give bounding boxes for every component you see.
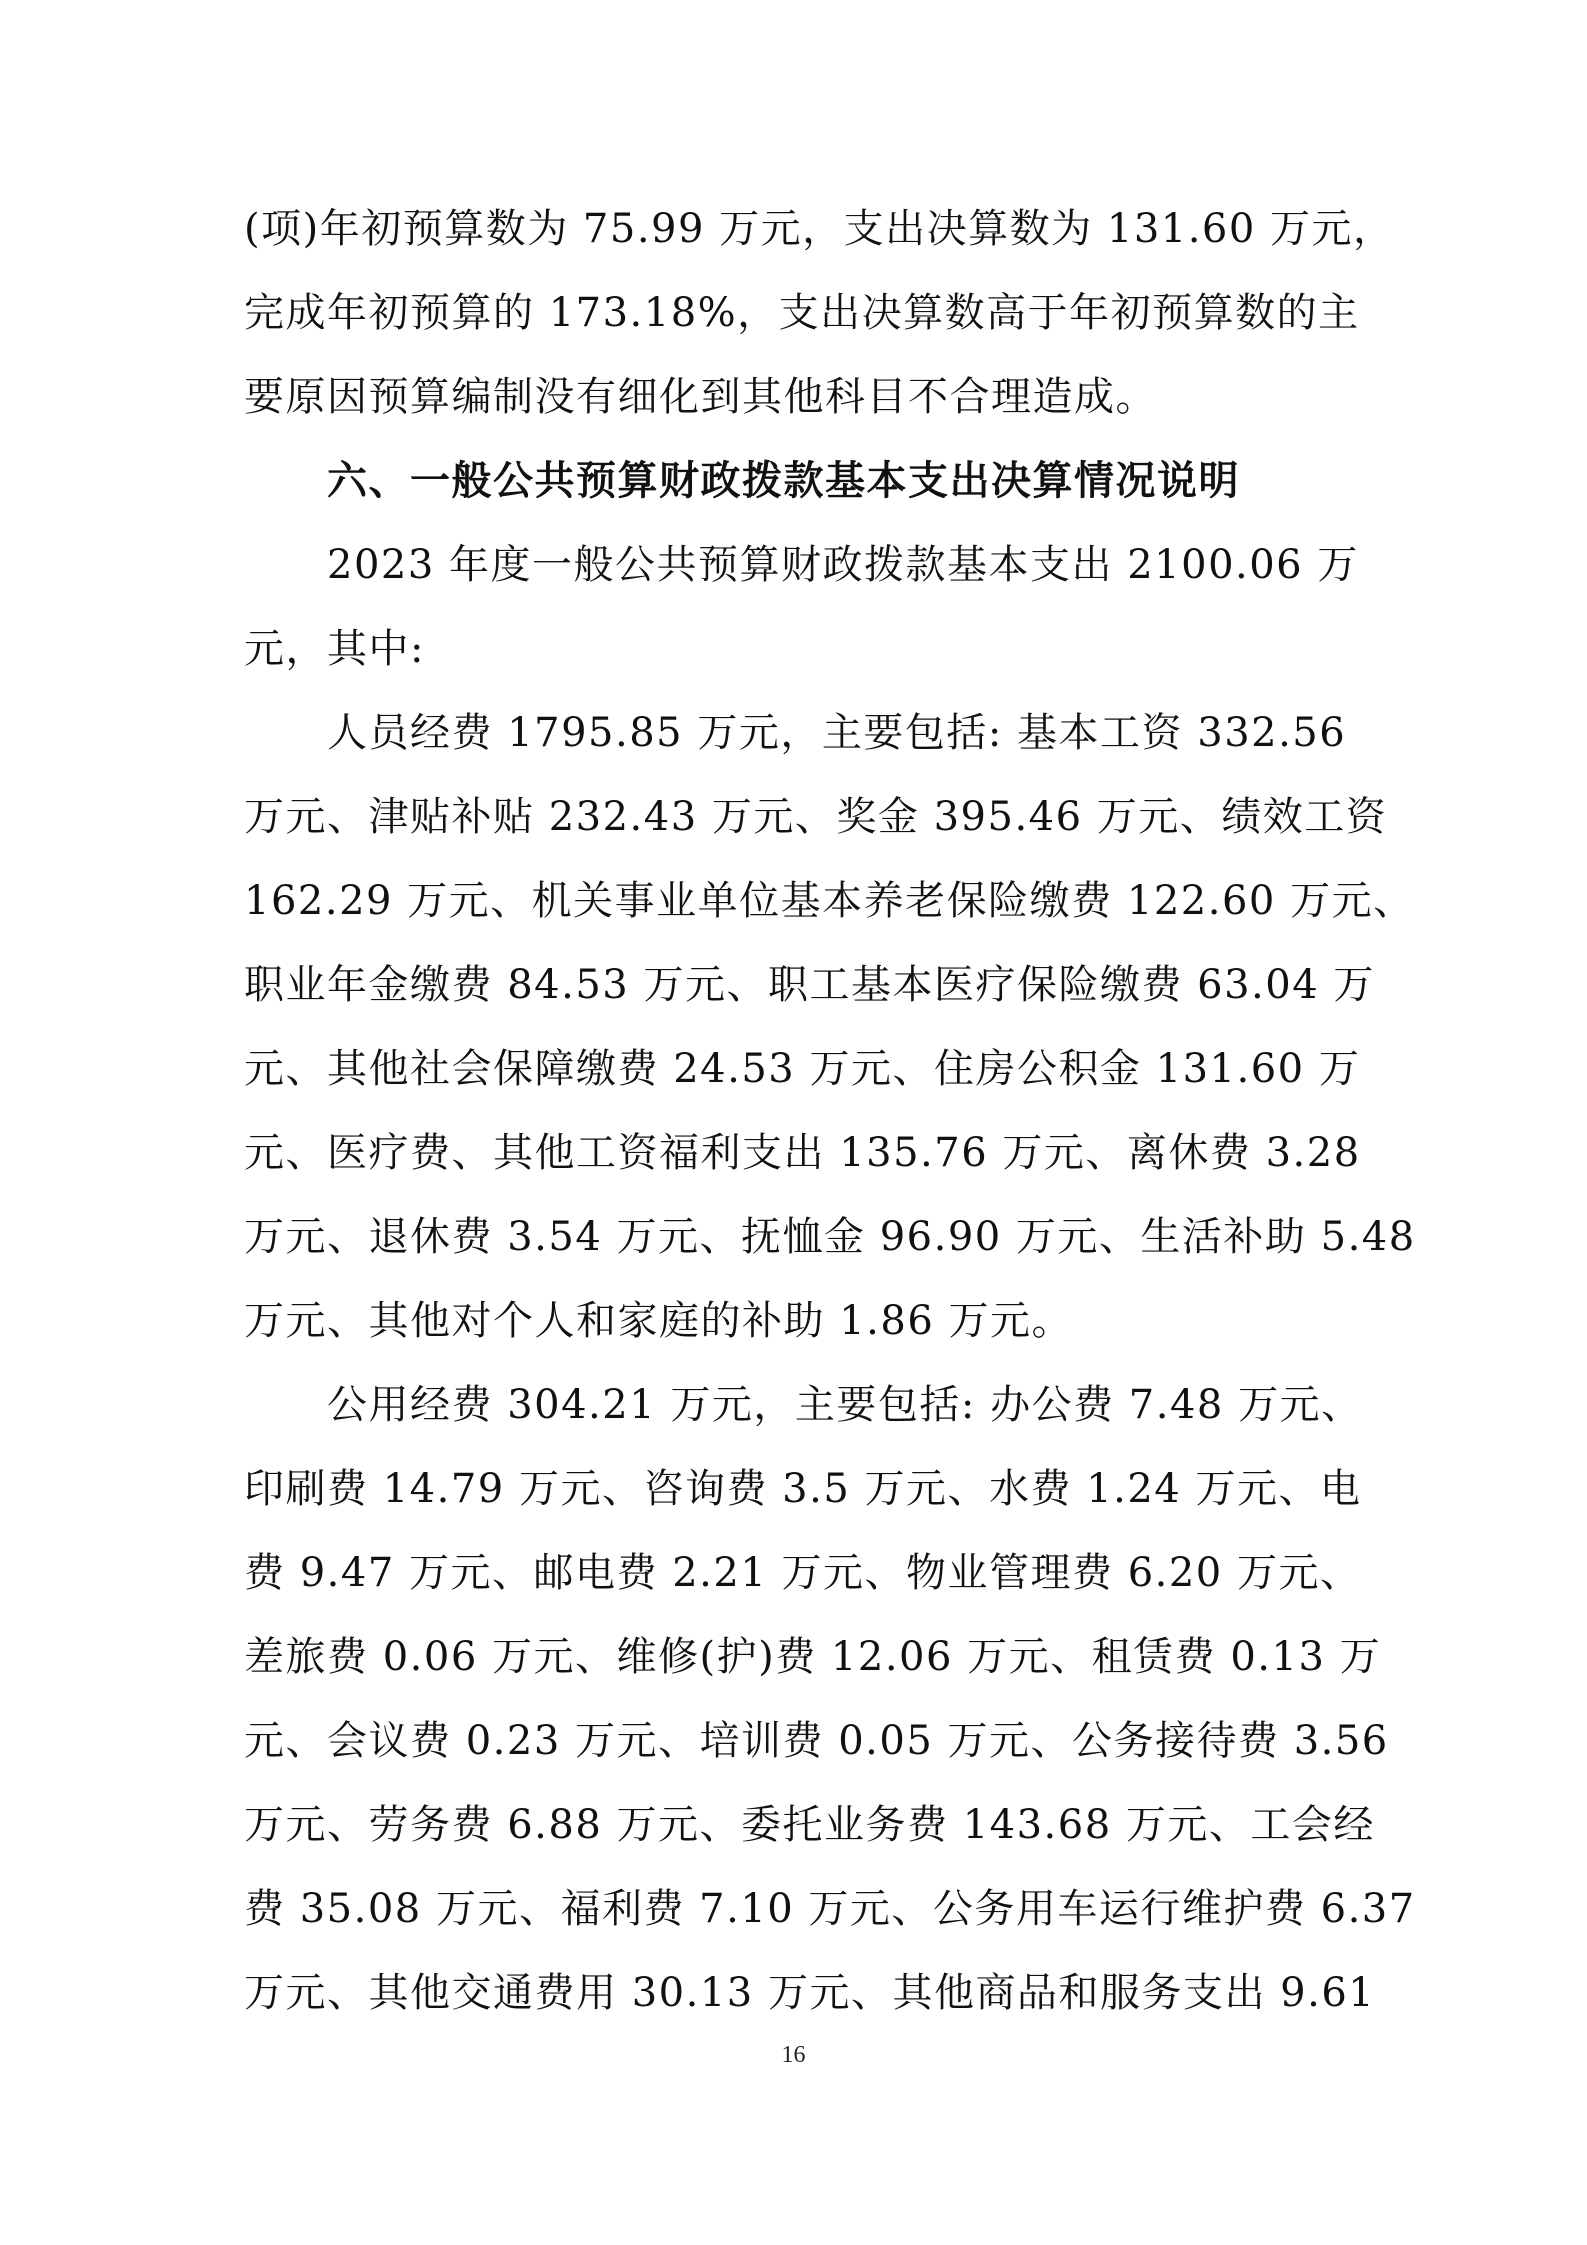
text-line: 元、其他社会保障缴费 24.53 万元、住房公积金 131.60 万 (244, 1046, 1361, 1092)
text-line: 人员经费 1795.85 万元，主要包括: 基本工资 332.56 (327, 710, 1347, 756)
text-line: 万元、退休费 3.54 万元、抚恤金 96.90 万元、生活补助 5.48 (244, 1214, 1416, 1260)
text-line: 万元、津贴补贴 232.43 万元、奖金 395.46 万元、绩效工资 (244, 794, 1388, 840)
paragraph-basic-expenditure (244, 523, 1359, 691)
paragraph-budget-explanation (244, 187, 1395, 439)
text-line: 元，其中: (244, 626, 425, 672)
text-line: (项)年初预算数为 75.99 万元，支出决算数为 131.60 万元， (244, 206, 1395, 252)
text-line: 万元、其他交通费用 30.13 万元、其他商品和服务支出 9.61 (244, 1970, 1376, 2016)
text-line: 费 9.47 万元、邮电费 2.21 万元、物业管理费 6.20 万元、 (244, 1550, 1362, 1596)
text-line: 完成年初预算的 173.18%，支出决算数高于年初预算数的主 (244, 290, 1360, 336)
text-line: 要原因预算编制没有细化到其他科目不合理造成。 (244, 374, 1157, 420)
text-line: 元、医疗费、其他工资福利支出 135.76 万元、离休费 3.28 (244, 1130, 1361, 1176)
page-body (244, 187, 1416, 2035)
text-line: 万元、其他对个人和家庭的补助 1.86 万元。 (244, 1298, 1073, 1344)
text-line: 2023 年度一般公共预算财政拨款基本支出 2100.06 万 (327, 542, 1359, 588)
text-line: 职业年金缴费 84.53 万元、职工基本医疗保险缴费 63.04 万 (244, 962, 1375, 1008)
text-line: 费 35.08 万元、福利费 7.10 万元、公务用车运行维护费 6.37 (244, 1886, 1416, 1932)
text-line: 差旅费 0.06 万元、维修(护)费 12.06 万元、租赁费 0.13 万 (244, 1634, 1382, 1680)
page-number: 16 (781, 2042, 806, 2068)
section-heading: 六、一般公共预算财政拨款基本支出决算情况说明 (327, 458, 1240, 504)
text-line: 公用经费 304.21 万元，主要包括: 办公费 7.48 万元、 (327, 1382, 1363, 1428)
text-line: 万元、劳务费 6.88 万元、委托业务费 143.68 万元、工会经 (244, 1802, 1375, 1848)
text-line: 162.29 万元、机关事业单位基本养老保险缴费 122.60 万元、 (244, 878, 1415, 924)
paragraph-personnel-costs (244, 691, 1416, 1363)
paragraph-public-costs (244, 1363, 1416, 2035)
text-line: 元、会议费 0.23 万元、培训费 0.05 万元、公务接待费 3.56 (244, 1718, 1389, 1764)
text-line: 印刷费 14.79 万元、咨询费 3.5 万元、水费 1.24 万元、电 (244, 1466, 1362, 1512)
